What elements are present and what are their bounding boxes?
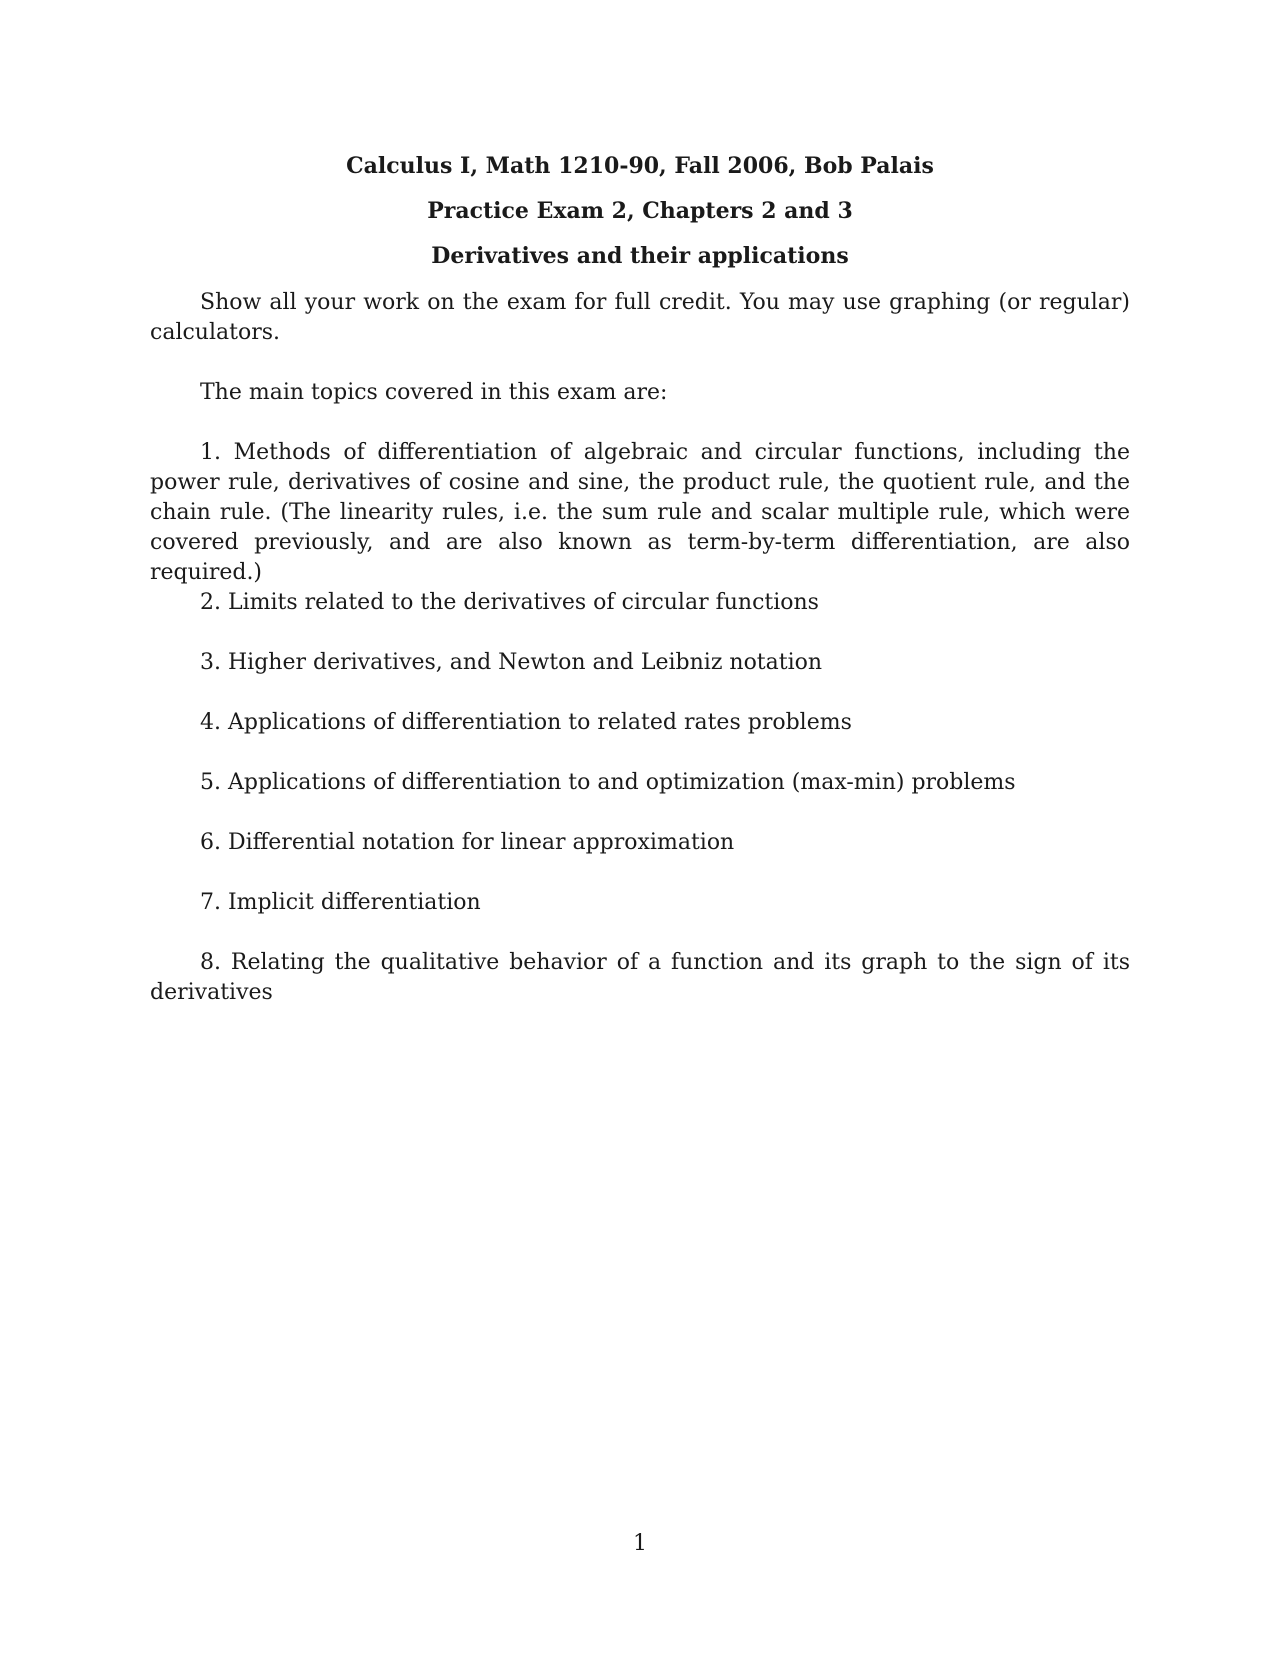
topic-item-7: 7. Implicit differentiation [200,890,481,915]
topic-item-2: 2. Limits related to the derivatives of circular functions [200,590,819,615]
exam-title: Practice Exam 2, Chapters 2 and 3 [427,198,853,224]
exam-subtitle: Derivatives and their applications [431,243,849,269]
topic-item-4: 4. Applications of differentiation to related rates problems [200,710,852,735]
topics-intro: The main topics covered in this exam are: [200,380,668,405]
document-page [150,0,1130,1656]
topic-item-1: 1. Methods of differentiation of algebraic and circular functions, including the power rule, derivatives of cosine and sine, the product rule, the quotient rule, and the chain rule. (The linearity rules, i.e. the sum rule and scalar multiple rule, which were covered previously, and are also known as term-by-term differentiation, are also required.) [150,440,1130,585]
topic-item-5: 5. Applications of differentiation to and optimization (max-min) problems [200,770,1016,795]
topic-item-8: 8. Relating the qualitative behavior of a function and its graph to the sign of its derivatives [150,950,1130,1005]
course-title: Calculus I, Math 1210-90, Fall 2006, Bob Palais [346,153,934,179]
topic-item-6: 6. Differential notation for linear approximation [200,830,735,855]
instructions-paragraph: Show all your work on the exam for full credit. You may use graphing (or regular) calculators. [150,290,1130,345]
page-number: 1 [633,1531,647,1556]
topic-item-3: 3. Higher derivatives, and Newton and Leibniz notation [200,650,823,675]
